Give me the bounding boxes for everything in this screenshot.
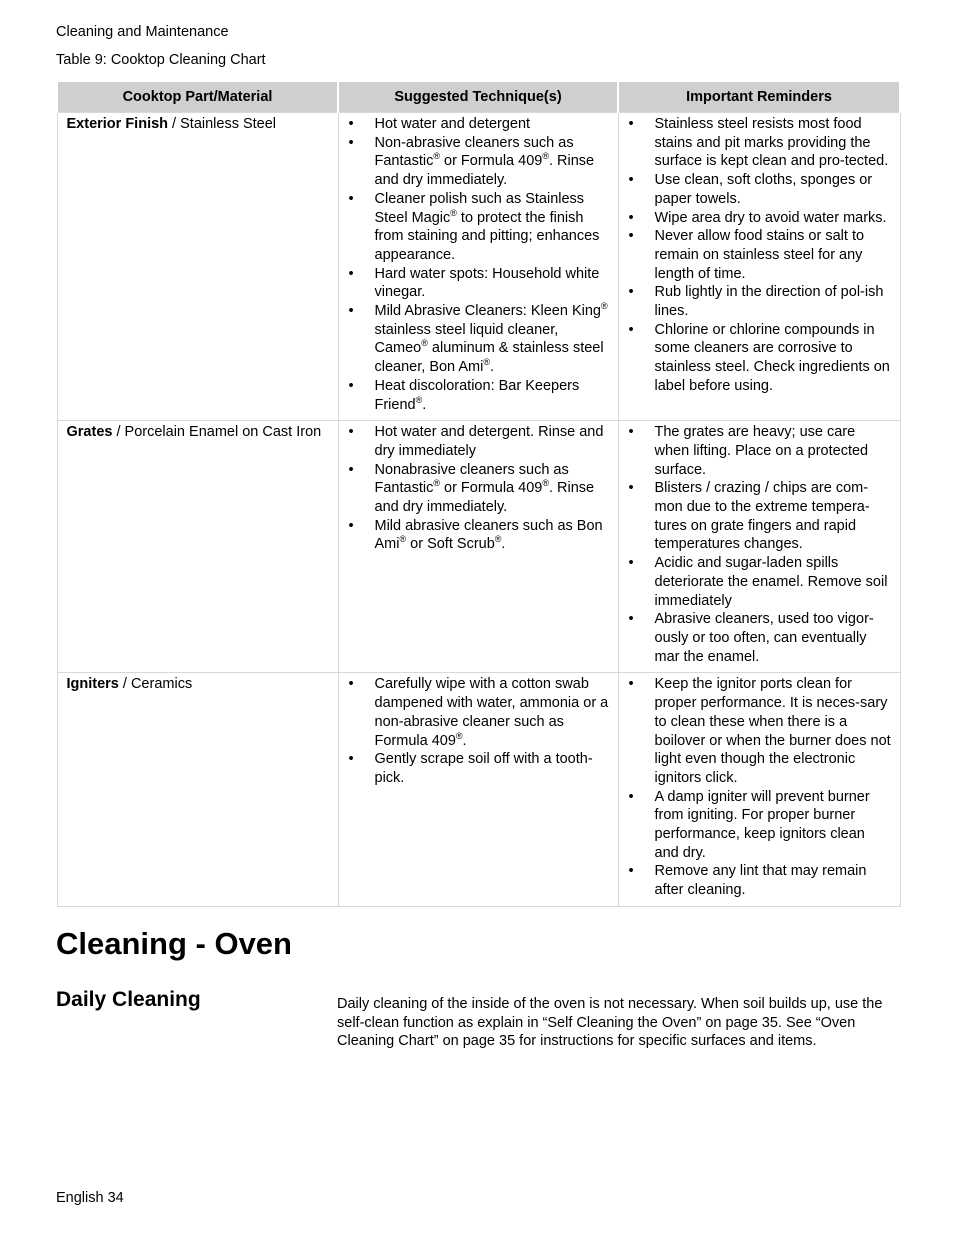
table-row	[57, 673, 900, 906]
part-name: Exterior Finish	[66, 116, 169, 132]
technique-item: • Hot water and detergent	[347, 115, 610, 134]
reminder-item: • Chlorine or chlorine compounds in some cleaners are corrosive to stainless steel. Check ingredients on label before using.	[627, 321, 892, 396]
column-header-reminders: Important Reminders	[618, 81, 900, 113]
reminder-item: • Abrasive cleaners, used too vigor-ously or too often, can eventually mar the enamel.	[627, 610, 892, 666]
table-row	[57, 421, 900, 673]
reminder-item: • Never allow food stains or salt to remain on stainless steel for any length of time.	[627, 227, 892, 283]
reminder-item: • Use clean, soft cloths, sponges or paper towels.	[627, 171, 892, 208]
technique-item: • Carefully wipe with a cotton swab dampened with water, ammonia or a non-abrasive cleaner such as Formula 409®.	[347, 675, 610, 750]
reminder-item: • A damp igniter will prevent burner from igniting. For proper burner performance, keep ignitors clean and dry.	[627, 788, 892, 863]
body-paragraph: Daily cleaning of the inside of the oven is not necessary. When soil builds up, use the self-clean function as explain in “Self Cleaning the Oven” on page 35. See “Oven Cleaning Chart” on page 35 for instructions for specific surfaces and items.	[337, 996, 883, 1050]
techniques-list	[347, 675, 610, 787]
techniques-cell	[338, 113, 618, 421]
table-header-row	[57, 81, 900, 113]
reminder-item: • Keep the ignitor ports clean for proper performance. It is neces-sary to clean these when there is a boilover or when the burner does not light even though the electronic ignitors click.	[627, 675, 892, 787]
part-cell	[57, 673, 338, 906]
reminder-item: • Remove any lint that may remain after cleaning.	[627, 862, 892, 899]
reminder-item: • Rub lightly in the direction of pol-ish lines.	[627, 283, 892, 320]
part-material: / Porcelain Enamel on Cast Iron	[112, 424, 322, 441]
table-caption: Table 9: Cooktop Cleaning Chart	[56, 52, 266, 68]
part-name: Igniters	[66, 676, 119, 693]
section-title: Cleaning - Oven	[56, 926, 292, 961]
reminder-item: • The grates are heavy; use care when lifting. Place on a protected surface.	[627, 423, 892, 479]
cooktop-cleaning-table	[56, 80, 901, 907]
technique-item: • Nonabrasive cleaners such as Fantastic® or Formula 409®. Rinse and dry immediately.	[347, 461, 610, 517]
part-cell	[57, 421, 338, 673]
reminders-list	[627, 423, 892, 666]
technique-item: • Cleaner polish such as Stainless Steel Magic® to protect the finish from staining and pitting; enhances appearance.	[347, 190, 610, 265]
part-cell	[57, 113, 338, 421]
technique-item: • Hard water spots: Household white vinegar.	[347, 265, 610, 302]
part-material: / Ceramics	[118, 676, 193, 693]
reminders-cell	[618, 113, 900, 421]
technique-item: • Heat discoloration: Bar Keepers Friend®.	[347, 377, 610, 414]
table-body	[57, 113, 900, 907]
page-footer: English 34	[56, 1190, 124, 1206]
running-head: Cleaning and Maintenance	[56, 24, 229, 40]
technique-item: • Non-abrasive cleaners such as Fantastic® or Formula 409®. Rinse and dry immediately.	[347, 134, 610, 190]
techniques-list	[347, 423, 610, 554]
reminder-item: • Acidic and sugar-laden spills deteriorate the enamel. Remove soil immediately	[627, 554, 892, 610]
reminder-item: • Wipe area dry to avoid water marks.	[627, 209, 892, 228]
technique-item: • Mild abrasive cleaners such as Bon Ami® or Soft Scrub®.	[347, 517, 610, 554]
techniques-cell	[338, 673, 618, 906]
reminders-cell	[618, 673, 900, 906]
technique-item: • Hot water and detergent. Rinse and dry immediately	[347, 423, 610, 460]
reminder-item: • Blisters / crazing / chips are com-mon due to the extreme tempera-tures on grate fingers and rapid temperatures changes.	[627, 479, 892, 554]
techniques-list	[347, 115, 610, 414]
reminders-cell	[618, 421, 900, 673]
column-header-techniques: Suggested Technique(s)	[338, 81, 618, 113]
technique-item: • Mild Abrasive Cleaners: Kleen King® stainless steel liquid cleaner, Cameo® aluminum & stainless steel cleaner, Bon Ami®.	[347, 302, 610, 377]
part-material: / Stainless Steel	[168, 116, 277, 132]
reminders-list	[627, 115, 892, 396]
part-name: Grates	[66, 424, 113, 441]
techniques-cell	[338, 421, 618, 673]
reminders-list	[627, 675, 892, 899]
table-row	[57, 113, 900, 421]
technique-item: • Gently scrape soil off with a tooth-pick.	[347, 750, 610, 787]
subsection-title: Daily Cleaning	[56, 988, 201, 1011]
reminder-item: • Stainless steel resists most food stains and pit marks providing the surface is kept clean and pro-tected.	[627, 115, 892, 171]
column-header-part: Cooktop Part/Material	[57, 81, 338, 113]
